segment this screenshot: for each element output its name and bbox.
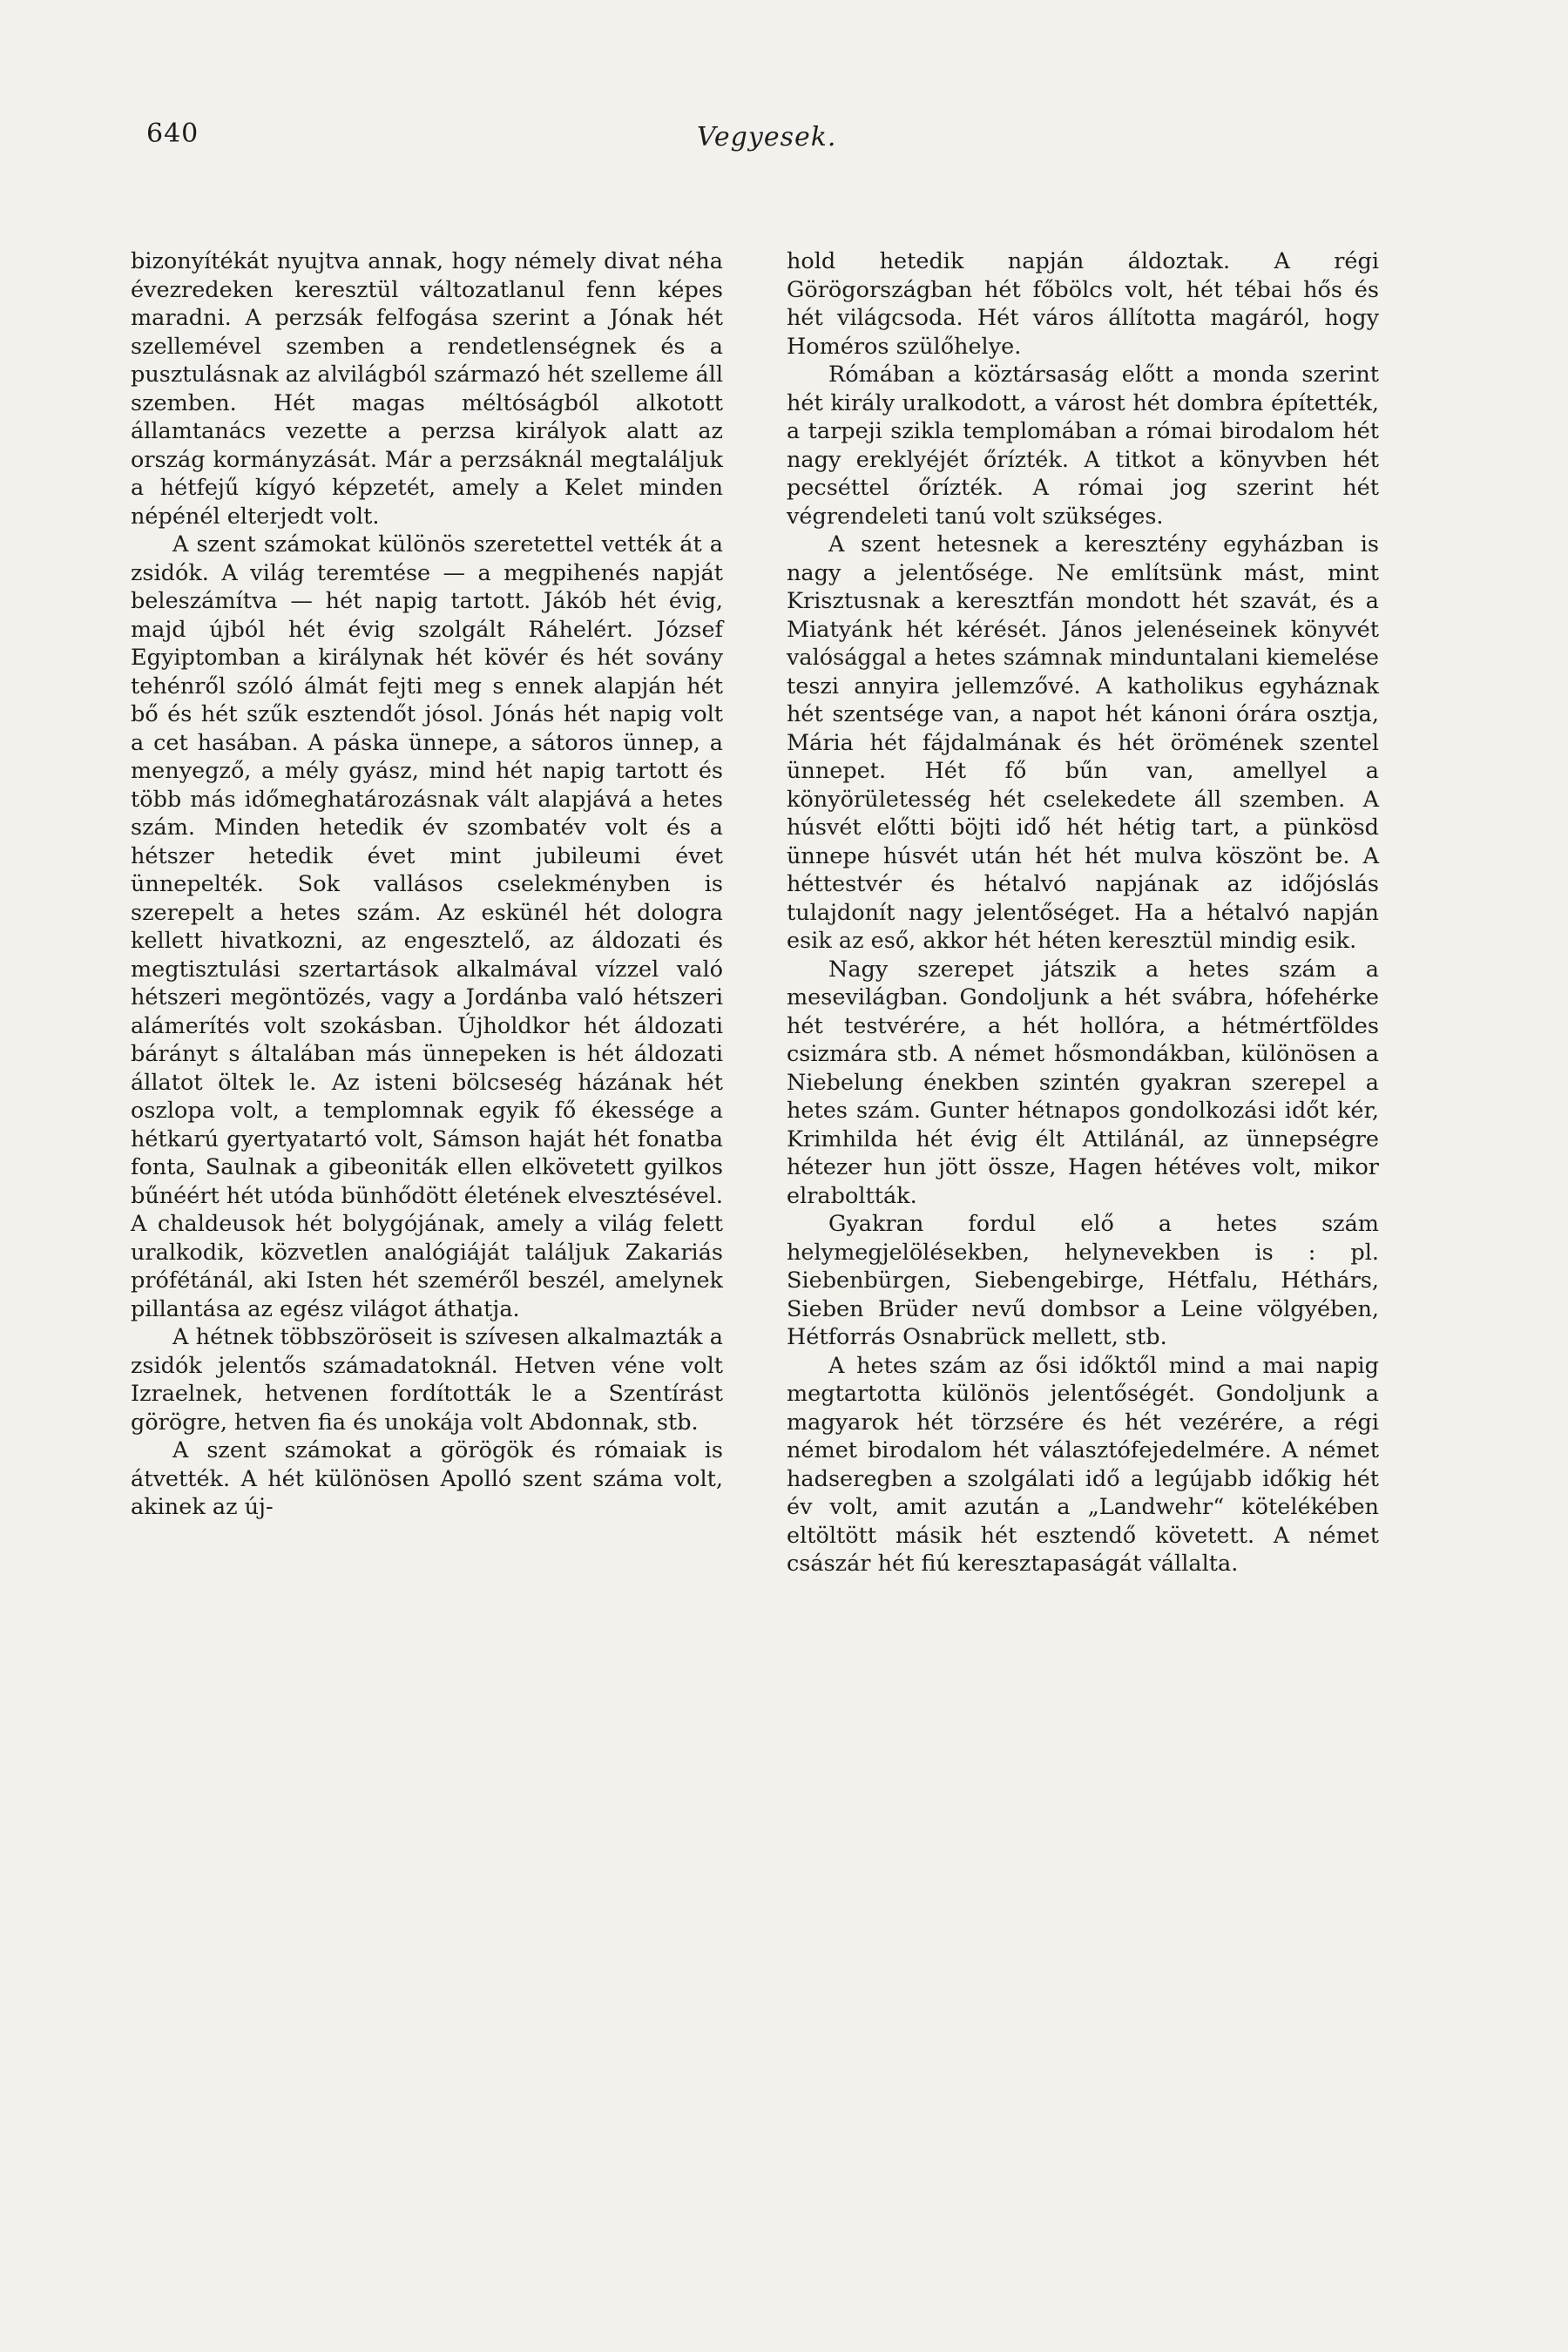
right-column: [787, 247, 1379, 1578]
right-paragraph-1: hold hetedik napján áldoztak. A régi Görögországban hét főbölcs volt, hét tébai hős és hét világcsoda. Hét város állította magáról, hogy Homéros szülőhelye.: [787, 248, 1379, 360]
page-number: 640: [146, 118, 199, 149]
left-paragraph-3: A hétnek többszöröseit is szívesen alkalmazták a zsidók jelentős számadatoknál. Hetven véne volt Izraelnek, hetvenen fordították le a Szentírást görögre, hetven fia és unokája volt Abdonnak, stb.: [131, 1324, 723, 1436]
left-paragraph-1: bizonyítékát nyujtva annak, hogy némely divat néha évezredeken keresztül változatlanul fenn képes maradni. A perzsák felfogása szerint a Jónak hét szellemével szemben a rendetlenségnek és a pusztulásnak az alvilágból származó hét szelleme áll szemben. Hét magas méltóságból alkotott államtanács vezette a perzsa királyok alatt az ország kormányzását. Már a perzsáknál megtaláljuk a hétfejű kígyó képzetét, amely a Kelet minden népénél elterjedt volt.: [131, 248, 723, 530]
running-title: Vegyesek.: [697, 122, 837, 152]
left-paragraph-4: A szent számokat a görögök és rómaiak is átvették. A hét különösen Apolló szent száma volt, akinek az új-: [131, 1437, 723, 1520]
right-paragraph-3: A szent hetesnek a keresztény egyházban is nagy a jelentősége. Ne említsünk mást, mint Krisztusnak a keresztfán mondott hét szavát, és a Miatyánk hét kérését. János jelenéseinek könyvét valósággal a hetes számnak minduntalani kiemelése teszi annyira jellemzővé. A katholikus egyháznak hét szentsége van, a napot hét kánoni órára osztja, Mária hét fájdalmának és hét örömének szentel ünnepet. Hét fő bűn van, amellyel a könyörületesség hét cselekedete áll szemben. A húsvét előtti böjti idő hét hétig tart, a pünkösd ünnepe húsvét után hét hét mulva köszönt be. A héttestvér és hétalvó napjának az időjóslás tulajdonít nagy jelentőséget. Ha a hétalvó napján esik az eső, akkor hét héten keresztül mindig esik.: [787, 531, 1379, 954]
right-paragraph-5: Gyakran fordul elő a hetes szám helymegjelölésekben, helynevekben is : pl. Siebenbürgen, Siebengebirge, Hétfalu, Héthárs, Sieben Brüder nevű dombsor a Leine völgyében, Hétforrás Osnabrück mellett, stb.: [787, 1211, 1379, 1350]
right-paragraph-4: Nagy szerepet játszik a hetes szám a mesevilágban. Gondoljunk a hét svábra, hófehérke hét testvérére, a hét hollóra, a hétmértföldes csizmára stb. A német hősmondákban, különösen a Niebelung énekben szintén gyakran szerepel a hetes szám. Gunter hétnapos gondolkozási időt kér, Krimhilda hét évig élt Attilánál, az ünnepségre hétezer hun jött össze, Hagen hétéves volt, mikor elraboltták.: [787, 956, 1379, 1209]
left-column: [131, 247, 723, 1522]
right-paragraph-2: Rómában a köztársaság előtt a monda szerint hét király uralkodott, a várost hét dombra építették, a tarpeji szikla templomában a római birodalom hét nagy ereklyéjét őrízték. A titkot a könyvben hét pecséttel őrízték. A római jog szerint hét végrendeleti tanú volt szükséges.: [787, 362, 1379, 530]
right-paragraph-6: A hetes szám az ősi időktől mind a mai napig megtartotta különös jelentőségét. Gondoljunk a magyarok hét törzsére és hét vezérére, a régi német birodalom hét választófejedelmére. A német hadseregben a szolgálati idő a legújabb időkig hét év volt, amit azután a „Landwehr“ kötelékében eltöltött másik hét esztendő követett. A német császár hét fiú keresztapaságát vállalta.: [787, 1352, 1379, 1577]
left-paragraph-2: A szent számokat különös szeretettel vették át a zsidók. A világ teremtése — a megpihenés napját beleszámítva — hét napig tartott. Jákób hét évig, majd újból hét évig szolgált Ráhelért. József Egyiptomban a királynak hét kövér és hét sovány tehénről szóló álmát fejti meg s ennek alapján hét bő és hét szűk esztendőt jósol. Jónás hét napig volt a cet hasában. A páska ünnepe, a sátoros ünnep, a menyegző, a mély gyász, mind hét napig tartott és több más időmeghatározásnak vált alapjává a hetes szám. Minden hetedik év szombatév volt és a hétszer hetedik évet mint jubileumi évet ünnepelték. Sok vallásos cselekményben is szerepelt a hetes szám. Az eskünél hét dologra kellett hivatkozni, az engesztelő, az áldozati és megtisztulási szertartások alkalmával vízzel való hétszeri megöntözés, vagy a Jordánba való hétszeri alámerítés volt szokásban. Újholdkor hét áldozati bárányt s általában más ünnepeken is hét áldozati állatot öltek le. Az isteni bölcseség házának hét oszlopa volt, a templomnak egyik fő ékessége a hétkarú gyertyatartó volt, Sámson haját hét fonatba fonta, Saulnak a gibeoniták ellen elkövetett gyilkos bűnéért hét utóda bünhődött életének elvesztésével. A chaldeusok hét bolygójának, amely a világ felett uralkodik, közvetlen analógiáját találjuk Zakariás prófétánál, aki Isten hét szeméről beszél, amelynek pillantása az egész világot áthatja.: [131, 531, 723, 1322]
